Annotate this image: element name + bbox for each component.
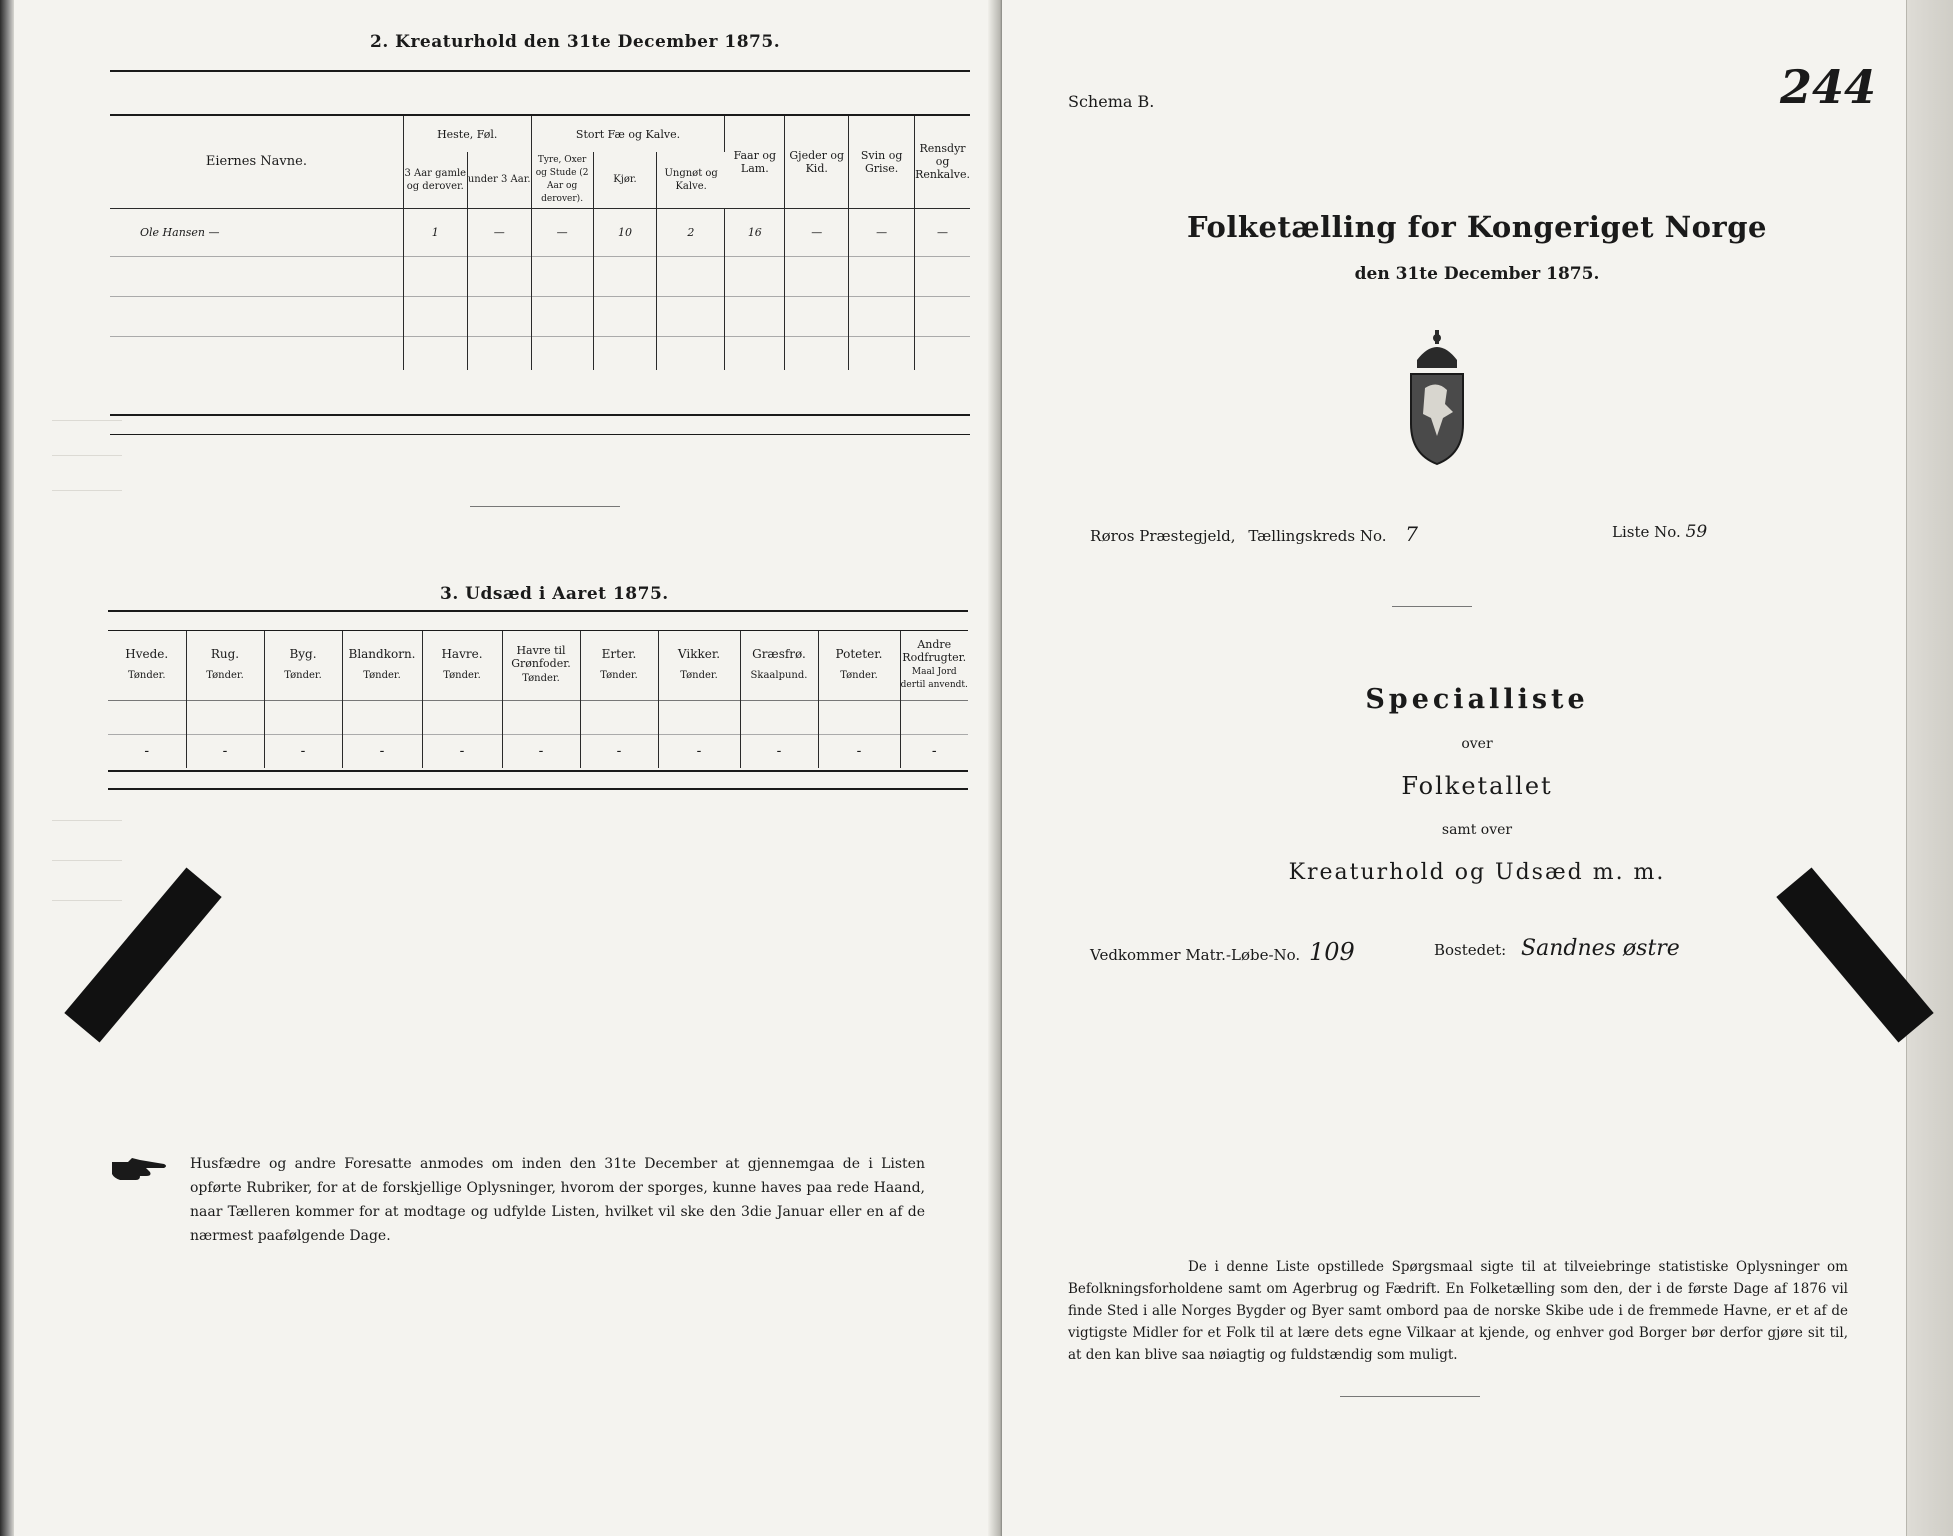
list-label: Liste No. [1612, 523, 1681, 541]
sowing-col-header [108, 630, 186, 700]
sowing-value-cell: - [108, 734, 186, 768]
parish-name: Røros Præstegjeld, [1090, 527, 1236, 545]
table2-title: 3. Udsæd i Aaret 1875. [440, 584, 669, 604]
document-subtitle: den 31te December 1875. [1354, 264, 1600, 284]
crop-unit: Tønder. [127, 669, 166, 681]
footer-paragraph: De i denne Liste opstillede Spørgsmaal sigte til at tilveiebringe statistiske Oplysninger om Befolkningsforholdene samt om Agerbrug og Fædrift. En Folketælling som den, der i de første Dage af 1876 vil finde Sted i alle Norges Bygder og Byer samt ombord paa de norske Skibe ude i de fremmede Havne, er et af de vigtigste Midler for et Folk til at lære dets egne Vilkaar at kjende, og enhver god Borger bør derfor gjøre sit til, at den kan blive saa nøiagtig og fuldstændig som muligt. [1068, 1259, 1848, 1363]
crop-name: Havre til Grønfoder. [511, 644, 571, 671]
crop-unit: Tønder. [680, 669, 718, 681]
value-cell: — [785, 208, 849, 256]
crop-unit: Maal Jord dertil anvendt. [900, 666, 968, 690]
col-header-cows: Kjør. [593, 152, 657, 208]
cattle-group-header: Stort Fæ og Kalve. [531, 116, 725, 152]
value-cell: — [467, 208, 531, 256]
bleed-through-line [52, 455, 122, 456]
crop-name: Byg. [289, 646, 317, 661]
pointing-hand-icon [110, 1156, 170, 1184]
sowing-value-cell: - [264, 734, 342, 768]
scan-marker [64, 867, 221, 1042]
livestock-table [110, 116, 970, 370]
parish-line [1090, 522, 1418, 546]
bosted-line [1434, 936, 1680, 961]
sowing-col-header [580, 630, 658, 700]
value-cell: — [531, 208, 593, 256]
district-label: Tællingskreds No. [1248, 527, 1387, 545]
list-line [1612, 522, 1707, 542]
value-cell: — [937, 225, 949, 239]
page-edge [1906, 0, 1953, 1536]
separator [1392, 606, 1472, 607]
crop-unit: Tønder. [443, 669, 481, 681]
col-header-oxen: Tyre, Oxer og Stude (2 Aar og derover). [531, 152, 593, 208]
crop-unit: Tønder. [840, 669, 878, 681]
col-header-sheep: Faar og Lam. [725, 116, 785, 208]
sowing-col-header [818, 630, 900, 700]
crop-name: Græsfrø. [752, 646, 806, 661]
table1-header-rule [110, 114, 970, 116]
sowing-value-cell: - [580, 734, 658, 768]
crop-name: Poteter. [835, 646, 883, 661]
table2-double-rule [108, 788, 968, 790]
bleed-through-line [52, 900, 122, 901]
sowing-col-header [658, 630, 740, 700]
list-value: 59 [1685, 522, 1708, 542]
table1-top-rule [110, 70, 970, 72]
owner-name-cell: Ole Hansen — [110, 208, 403, 256]
sowing-col-header [342, 630, 422, 700]
table1-bottom-rule [110, 414, 970, 416]
value-cell: — [849, 208, 915, 256]
separator [1340, 1396, 1480, 1397]
crop-name: Hvede. [125, 646, 169, 661]
crop-name: Vikker. [677, 646, 721, 661]
crop-unit: Tønder. [363, 669, 401, 681]
crop-name: Rug. [210, 646, 240, 661]
over-text: over [1461, 736, 1493, 752]
book-edge [0, 0, 14, 1536]
matr-value: 109 [1309, 938, 1355, 966]
crop-unit: Tønder. [522, 673, 560, 685]
folketallet-heading: Folketallet [1401, 772, 1553, 800]
col-header-goats: Gjeder og Kid. [785, 116, 849, 208]
table2-bottom-rule [108, 770, 968, 772]
crop-unit: Skaalpund. [750, 669, 808, 681]
col-header-reindeer: Rensdyr og Renkalve. [915, 142, 970, 182]
samt-over-text: samt over [1441, 822, 1513, 838]
crop-name: Blandkorn. [348, 646, 416, 661]
kreaturhold-heading: Kreaturhold og Udsæd m. m. [1288, 860, 1666, 885]
bleed-through-line [52, 820, 122, 821]
bosted-value: Sandnes østre [1521, 936, 1680, 961]
sowing-value-cell: - [740, 734, 818, 768]
crop-name: Andre Rodfrugter. [902, 637, 967, 664]
schema-label: Schema B. [1068, 92, 1155, 111]
crop-unit: Tønder. [206, 669, 244, 681]
sowing-col-header [264, 630, 342, 700]
crop-name: Erter. [601, 646, 637, 661]
sowing-value-cell: - [658, 734, 740, 768]
table2-top-rule [108, 610, 968, 612]
bleed-through-line [52, 420, 122, 421]
sowing-col-header [900, 630, 968, 700]
district-value: 7 [1405, 522, 1419, 546]
value-cell: 2 [657, 208, 725, 256]
sowing-value-cell: - [342, 734, 422, 768]
table1-title: 2. Kreaturhold den 31te December 1875. [370, 32, 781, 52]
bleed-through-line [52, 490, 122, 491]
bosted-label: Bostedet: [1434, 941, 1507, 959]
table1-double-rule [110, 434, 970, 435]
sowing-value-cell: - [422, 734, 502, 768]
value-cell: 1 [403, 208, 467, 256]
sowing-col-header [502, 630, 580, 700]
crop-unit: Tønder. [600, 669, 638, 681]
document-title: Folketælling for Kongeriget Norge [1187, 210, 1767, 244]
bleed-through-line [52, 860, 122, 861]
owner-header: Eiernes Navne. [110, 116, 403, 208]
page-number: 244 [1780, 60, 1877, 114]
sowing-table [108, 630, 968, 768]
crop-name: Havre. [441, 646, 483, 661]
sowing-col-header [740, 630, 818, 700]
sowing-value-cell: - [186, 734, 264, 768]
col-header-pigs: Svin og Grise. [849, 116, 915, 208]
coat-of-arms-icon [1397, 328, 1477, 468]
value-cell: 10 [593, 208, 657, 256]
sowing-value-cell: - [818, 734, 900, 768]
matr-label: Vedkommer Matr.-Løbe-No. [1090, 946, 1301, 964]
matr-line [1090, 938, 1355, 966]
sowing-value-cell: - [931, 742, 937, 759]
table2-header-rule [108, 630, 968, 631]
sowing-value-cell: - [502, 734, 580, 768]
col-header-horse-young: under 3 Aar. [467, 152, 531, 208]
value-cell: 16 [725, 208, 785, 256]
right-page [1002, 0, 1953, 1536]
col-header-horse-adult: 3 Aar gamle og derover. [403, 152, 467, 208]
horse-group-header: Heste, Føl. [403, 116, 531, 152]
sowing-col-header [422, 630, 502, 700]
crop-unit: Tønder. [284, 669, 322, 681]
instruction-notice: Husfædre og andre Foresatte anmodes om inden den 31te December at gjennemgaa de i Listen opførte Rubriker, for at de forskjellige Oplysninger, hvorom der sporges, kunne haves paa rede Haand, naar Tælleren kommer for at modtage og udfylde Listen, hvilket vil ske den 3die Januar eller en af de nærmest paafølgende Dage. [190, 1156, 925, 1244]
separator [470, 506, 620, 507]
sowing-col-header [186, 630, 264, 700]
specialliste-heading: Specialliste [1365, 684, 1589, 715]
col-header-young-cattle: Ungnøt og Kalve. [664, 167, 718, 192]
